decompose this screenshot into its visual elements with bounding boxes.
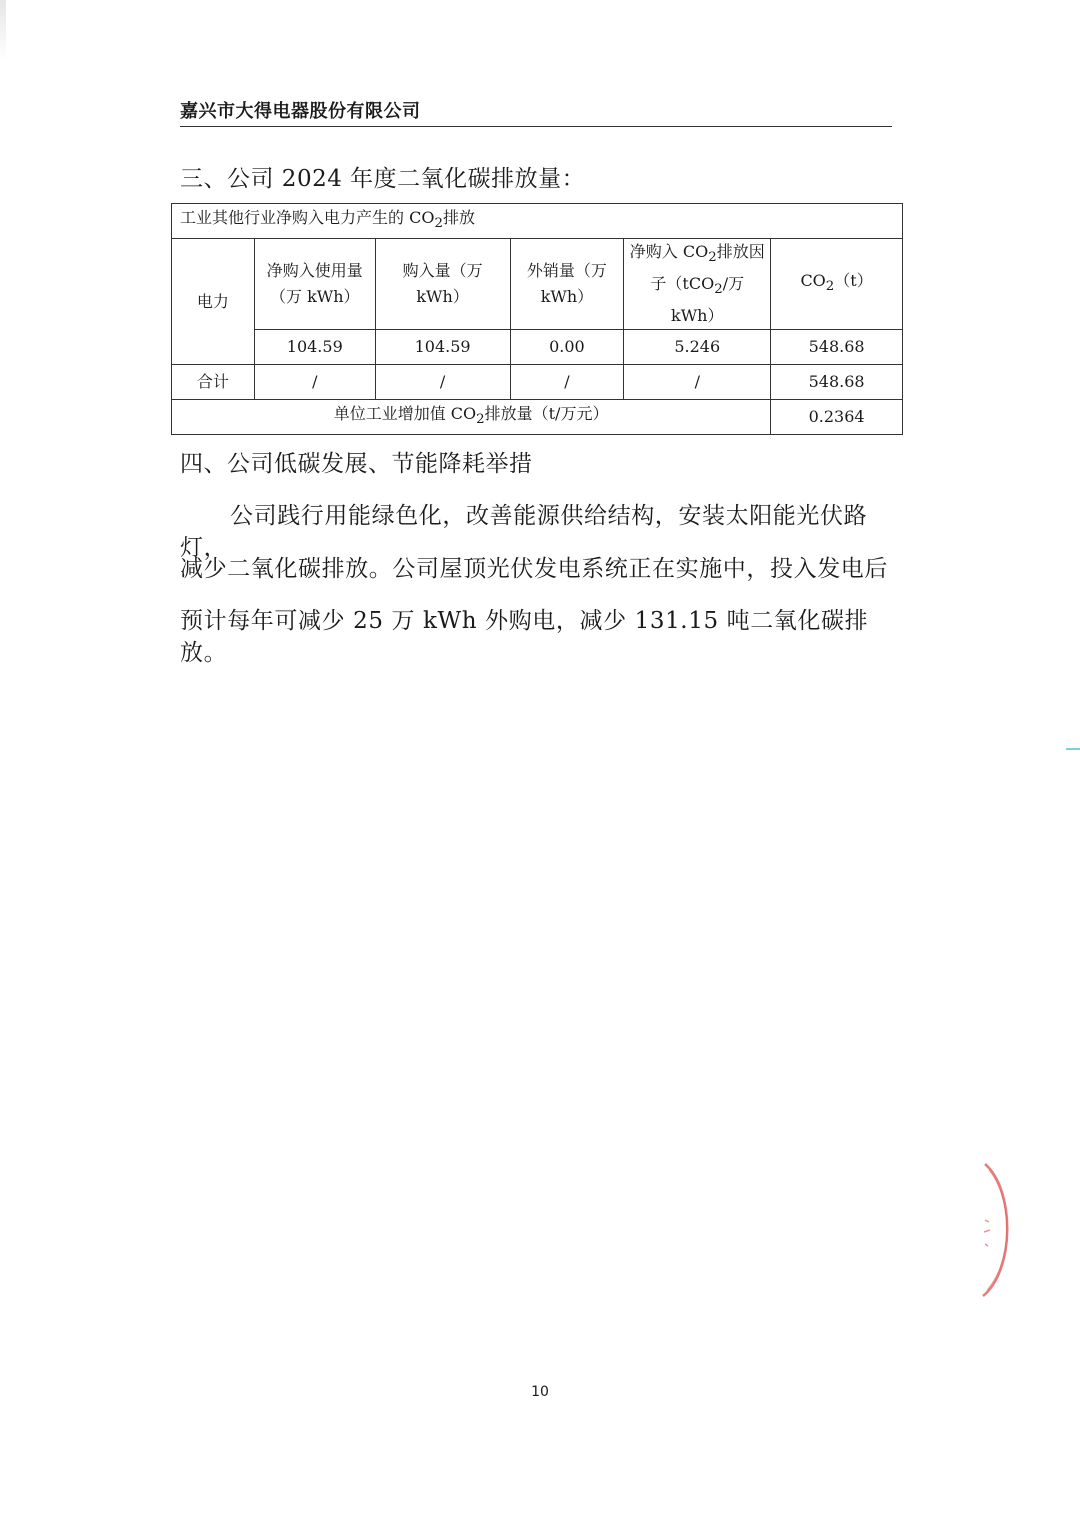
value-export: 0.00 — [510, 330, 624, 365]
total-export: / — [510, 365, 624, 400]
col-export-header: 外销量（万 kWh） — [510, 239, 624, 330]
page-number: 10 — [531, 1384, 549, 1400]
value-factor: 5.246 — [624, 330, 771, 365]
value-net-use: 104.59 — [254, 330, 375, 365]
company-header: 嘉兴市大得电器股份有限公司 — [180, 97, 892, 127]
table-title-row — [172, 204, 903, 239]
col-co2-header: $CO_2(t)$ — [771, 239, 903, 330]
col-purchase-header: 购入量（万 kWh） — [375, 239, 510, 330]
company-seal-stamp — [975, 1160, 1015, 1300]
total-label: 合计 — [172, 365, 255, 400]
value-co2: 548.68 — [771, 330, 903, 365]
total-co2: 548.68 — [771, 365, 903, 400]
emissions-table — [171, 203, 903, 435]
paragraph-line-1: 公司践行用能绿色化，改善能源供给结构，安装太阳能光伏路灯， — [180, 503, 868, 561]
total-net-use: / — [254, 365, 375, 400]
table-unit-row — [172, 400, 903, 435]
value-purchase: 104.59 — [375, 330, 510, 365]
row-label-power: 电力 — [172, 239, 255, 365]
col-net-use-header: 净购入使用量（万 kWh） — [254, 239, 375, 330]
unit-intensity-value: 0.2364 — [771, 400, 903, 435]
total-factor: / — [624, 365, 771, 400]
paragraph-line-2: 减少二氧化碳排放。公司屋顶光伏发电系统正在实施中，投入发电后 — [180, 556, 888, 582]
scan-edge-shadow — [0, 0, 6, 60]
section-4-heading: 四、公司低碳发展、节能降耗举措 — [180, 451, 533, 477]
scan-edge-mark — [1066, 748, 1080, 750]
table-total-row — [172, 365, 903, 400]
paragraph-line-3: 预计每年可减少 25 万 kWh 外购电，减少 131.15 吨二氧化碳排放。 — [180, 608, 869, 666]
total-purchase: / — [375, 365, 510, 400]
section-3-heading: 三、公司 2024 年度二氧化碳排放量： — [180, 166, 586, 192]
unit-intensity-label: 单位工业增加值 $CO_2$排放量（t/万元） — [172, 400, 771, 435]
table-header-row — [172, 239, 903, 330]
table-title: 工业其他行业净购入电力产生的 $CO_2$排放 — [172, 204, 903, 239]
table-values-row — [172, 330, 903, 365]
col-factor-header: 净购入 $CO_2$排放因子（tCO$_2$/万 kWh） — [624, 239, 771, 330]
